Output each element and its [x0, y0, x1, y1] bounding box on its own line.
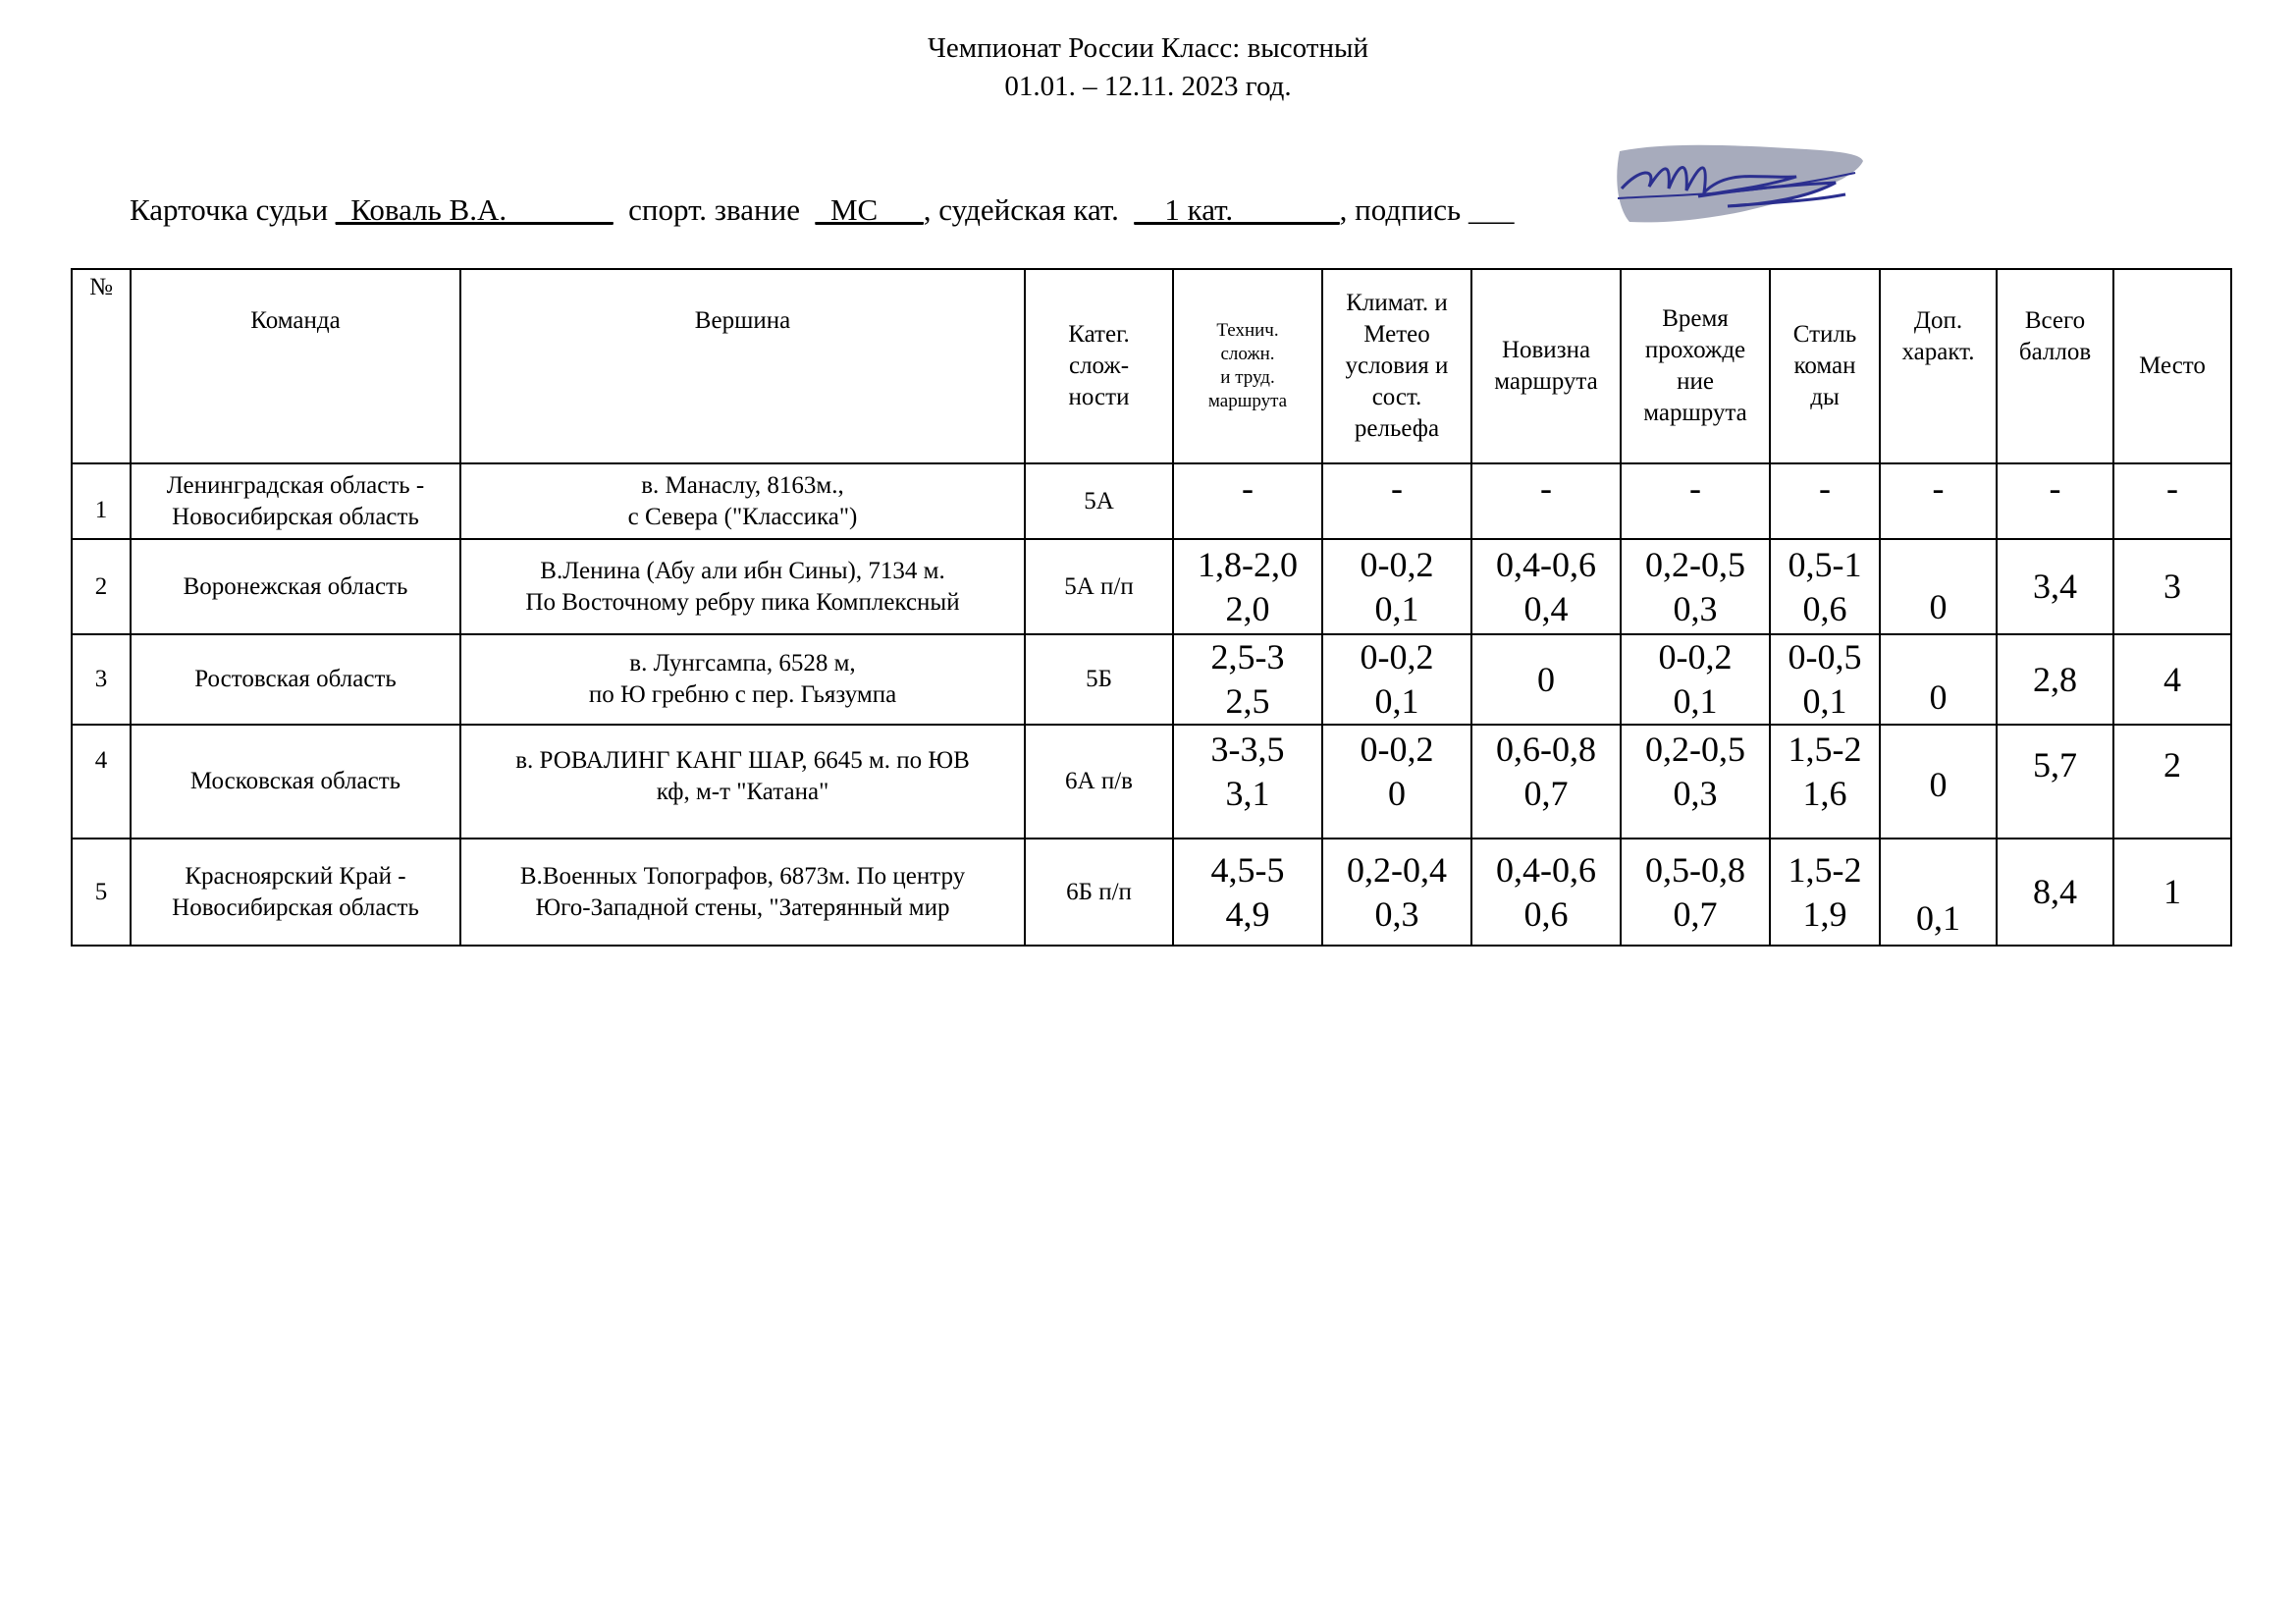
- row-peak: В.Военных Топографов, 6873м. По центру Юго-Западной стены, "Затерянный мир: [460, 839, 1025, 946]
- row-climate: 0-0,2 0,1: [1322, 539, 1471, 634]
- row-category: 5Б: [1025, 634, 1173, 725]
- row-style: 1,5-2 1,6: [1770, 725, 1880, 839]
- row-extra: 0: [1880, 539, 1997, 634]
- row-team: Ростовская область: [131, 634, 460, 725]
- row-time: 0,5-0,8 0,7: [1621, 839, 1770, 946]
- header-time: Время прохожде ние маршрута: [1621, 269, 1770, 463]
- row-novelty: 0,6-0,8 0,7: [1471, 725, 1621, 839]
- title-line-1: Чемпионат России Класс: высотный: [928, 32, 1368, 64]
- header-category: Катег. слож- ности: [1025, 269, 1173, 463]
- row-climate: 0-0,2 0: [1322, 725, 1471, 839]
- row-no: 3: [72, 634, 131, 725]
- row-peak: в. Манаслу, 8163м., с Севера ("Классика"): [460, 463, 1025, 539]
- sport-rank-value: _МС___: [815, 192, 924, 227]
- row-extra: 0: [1880, 634, 1997, 725]
- row-peak: В.Ленина (Абу али ибн Сины), 7134 м. По Восточному ребру пика Комплексный: [460, 539, 1025, 634]
- judge-category-label: , судейская кат.: [923, 192, 1135, 227]
- row-novelty: 0,4-0,6 0,4: [1471, 539, 1621, 634]
- header-no: №: [72, 269, 131, 463]
- row-technical: 3-3,5 3,1: [1173, 725, 1322, 839]
- signature-image: [1610, 139, 1867, 228]
- row-peak: в. РОВАЛИНГ КАНГ ШАР, 6645 м. по ЮВ кф, м-т "Катана": [460, 725, 1025, 839]
- header-place: Место: [2113, 269, 2231, 463]
- row-category: 6А п/в: [1025, 725, 1173, 839]
- row-peak: в. Лунгсампа, 6528 м, по Ю гребню с пер. Гьязумпа: [460, 634, 1025, 725]
- signature-label: , подпись: [1339, 192, 1468, 227]
- row-time: 0-0,2 0,1: [1621, 634, 1770, 725]
- judge-name: _Коваль В.А._______: [335, 192, 614, 227]
- row-team: Красноярский Край - Новосибирская область: [131, 839, 460, 946]
- table-row: [72, 634, 2231, 725]
- row-category: 6Б п/п: [1025, 839, 1173, 946]
- row-style: -: [1770, 463, 1880, 539]
- row-extra: 0,1: [1880, 839, 1997, 946]
- signature-blank: ___: [1468, 192, 1515, 227]
- row-total: 8,4: [1997, 839, 2113, 946]
- row-extra: -: [1880, 463, 1997, 539]
- header-style: Стиль коман ды: [1770, 269, 1880, 463]
- row-total: 3,4: [1997, 539, 2113, 634]
- table-row: [72, 463, 2231, 539]
- row-novelty: 0,4-0,6 0,6: [1471, 839, 1621, 946]
- header-technical: Технич. сложн. и труд. маршрута: [1173, 269, 1322, 463]
- header-row: [72, 269, 2231, 463]
- title-line-2: 01.01. – 12.11. 2023 год.: [1004, 71, 1292, 102]
- row-technical: -: [1173, 463, 1322, 539]
- table-row: [72, 725, 2231, 839]
- row-category: 5А: [1025, 463, 1173, 539]
- row-place: 4: [2113, 634, 2231, 725]
- row-extra: 0: [1880, 725, 1997, 839]
- row-place: -: [2113, 463, 2231, 539]
- header-extra: Доп. характ.: [1880, 269, 1997, 463]
- row-style: 1,5-2 1,9: [1770, 839, 1880, 946]
- row-team: Московская область: [131, 725, 460, 839]
- row-style: 0,5-1 0,6: [1770, 539, 1880, 634]
- row-time: -: [1621, 463, 1770, 539]
- row-no: 2: [72, 539, 131, 634]
- header-total: Всего баллов: [1997, 269, 2113, 463]
- row-place: 3: [2113, 539, 2231, 634]
- row-no: 4: [72, 725, 131, 839]
- row-total: 5,7: [1997, 725, 2113, 839]
- row-place: 1: [2113, 839, 2231, 946]
- header-peak: Вершина: [460, 269, 1025, 463]
- judge-card-line: [130, 192, 1514, 228]
- judge-category-value: __1 кат._______: [1134, 192, 1340, 227]
- row-climate: 0,2-0,4 0,3: [1322, 839, 1471, 946]
- header-novelty: Новизна маршрута: [1471, 269, 1621, 463]
- row-time: 0,2-0,5 0,3: [1621, 725, 1770, 839]
- row-technical: 4,5-5 4,9: [1173, 839, 1322, 946]
- header-climate: Климат. и Метео условия и сост. рельефа: [1322, 269, 1471, 463]
- results-table: [71, 268, 2232, 947]
- row-climate: 0-0,2 0,1: [1322, 634, 1471, 725]
- row-no: 1: [72, 463, 131, 539]
- table-row: [72, 839, 2231, 946]
- row-total: -: [1997, 463, 2113, 539]
- sport-rank-label: спорт. звание: [613, 192, 816, 227]
- row-novelty: 0: [1471, 634, 1621, 725]
- row-team: Ленинградская область - Новосибирская область: [131, 463, 460, 539]
- row-climate: -: [1322, 463, 1471, 539]
- judge-card-label: Карточка судьи: [130, 192, 336, 227]
- row-technical: 1,8-2,0 2,0: [1173, 539, 1322, 634]
- row-time: 0,2-0,5 0,3: [1621, 539, 1770, 634]
- row-technical: 2,5-3 2,5: [1173, 634, 1322, 725]
- row-no: 5: [72, 839, 131, 946]
- row-category: 5А п/п: [1025, 539, 1173, 634]
- row-total: 2,8: [1997, 634, 2113, 725]
- row-team: Воронежская область: [131, 539, 460, 634]
- header-team: Команда: [131, 269, 460, 463]
- row-place: 2: [2113, 725, 2231, 839]
- table-row: [72, 539, 2231, 634]
- document-title: [0, 29, 2296, 106]
- row-novelty: -: [1471, 463, 1621, 539]
- row-style: 0-0,5 0,1: [1770, 634, 1880, 725]
